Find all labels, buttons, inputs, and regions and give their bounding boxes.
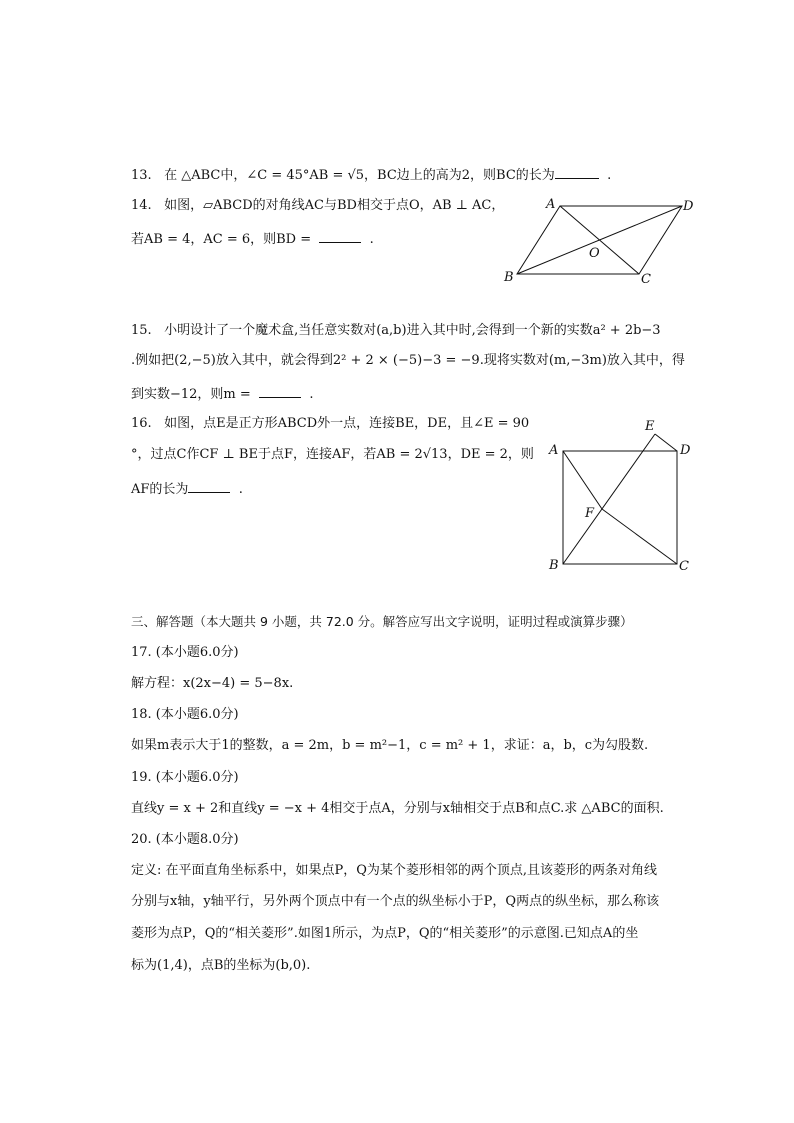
question-end: . xyxy=(238,482,243,497)
question-15-line-3 xyxy=(131,385,313,403)
question-number: 14. xyxy=(131,198,152,213)
question-16-line-3 xyxy=(131,480,243,498)
question-20-header: 20. (本小题8.0分) xyxy=(131,832,239,847)
question-17-header: 17. (本小题6.0分) xyxy=(131,645,239,660)
question-20-line-1: 定义: 在平面直角坐标系中，如果点P，Q为某个菱形相邻的两个顶点,且该菱形的两条对角线 xyxy=(131,863,658,878)
diagonal-bd xyxy=(517,206,682,274)
question-14-line-2 xyxy=(131,230,374,248)
square-abcd xyxy=(563,451,677,564)
question-15-line-2 xyxy=(131,353,685,369)
question-20-line-3: 菱形为点P，Q的“相关菱形”.如图1所示，为点P，Q的“相关菱形”的示意图.已知点A的坐 xyxy=(131,926,639,941)
label-o: O xyxy=(589,246,600,261)
label-e: E xyxy=(645,419,655,434)
segment-af xyxy=(563,451,602,509)
question-text: 到实数−12，则m = xyxy=(131,387,251,402)
question-17-body: 解方程：x(2x−4) = 5−8x. xyxy=(131,676,294,691)
segment-be xyxy=(563,434,655,564)
question-end: . xyxy=(369,232,374,247)
question-19-header: 19. (本小题6.0分) xyxy=(131,770,239,785)
question-text: 如图，▱ABCD的对角线AC与BD相交于点O，AB ⊥ AC， xyxy=(164,198,505,213)
answer-blank xyxy=(259,385,301,398)
answer-blank xyxy=(188,480,230,493)
question-19-body: 直线y = x + 2和直线y = −x + 4相交于点A，分别与x轴相交于点B和点C.求 △ABC的面积. xyxy=(131,801,664,816)
question-number: 16. xyxy=(131,416,152,431)
question-16-line-2 xyxy=(131,447,534,463)
question-text: 在 △ABC中，∠C = 45°AB = √5，BC边上的高为2，则BC的长为 xyxy=(164,168,555,183)
question-text: AF的长为 xyxy=(131,482,189,497)
question-text: °，过点C作CF ⊥ BE于点F，连接AF，若AB = 2√13，DE = 2，则 xyxy=(131,447,534,462)
question-end: . xyxy=(309,387,314,402)
question-16-line-1 xyxy=(131,416,529,432)
label-a: A xyxy=(549,443,559,458)
square-figure xyxy=(545,416,705,576)
question-text: 小明设计了一个魔术盒,当任意实数对(a,b)进入其中时,会得到一个新的实数a² + 2b−3 xyxy=(164,323,661,338)
question-text: .例如把(2,−5)放入其中，就会得到2² + 2 × (−5)−3 = −9.现将实数对(m,−3m)放入其中，得 xyxy=(131,353,685,368)
label-c: C xyxy=(679,559,689,574)
answer-blank xyxy=(555,166,599,179)
label-b: B xyxy=(504,270,514,285)
label-a: A xyxy=(546,197,556,212)
question-number: 13. xyxy=(131,168,152,183)
segment-de xyxy=(655,434,677,451)
label-f: F xyxy=(585,506,595,521)
question-15-line-1 xyxy=(131,323,661,339)
label-d: D xyxy=(683,199,694,214)
label-d: D xyxy=(680,443,691,458)
answer-blank xyxy=(319,230,361,243)
label-c: C xyxy=(641,272,651,287)
question-18-header: 18. (本小题6.0分) xyxy=(131,707,239,722)
question-number: 15. xyxy=(131,323,152,338)
question-20-line-4: 标为(1,4)，点B的坐标为(b,0). xyxy=(131,958,311,973)
question-14-line-1 xyxy=(131,198,504,214)
question-text: 如图，点E是正方形ABCD外一点，连接BE，DE，且∠E = 90 xyxy=(164,416,530,431)
section-title: 三、解答题（本大题共 9 小题，共 72.0 分。解答应写出文字说明，证明过程或演算步骤） xyxy=(131,614,633,629)
label-b: B xyxy=(549,558,559,573)
question-text: 若AB = 4，AC = 6，则BD = xyxy=(131,232,312,247)
question-end: . xyxy=(607,168,612,183)
question-20-line-2: 分别与x轴，y轴平行，另外两个顶点中有一个点的纵坐标小于P，Q两点的纵坐标，那么称该 xyxy=(131,894,660,909)
question-13 xyxy=(131,166,611,184)
parallelogram-figure xyxy=(500,196,700,288)
question-18-body: 如果m表示大于1的整数，a = 2m，b = m²−1，c = m² + 1，求证：a，b，c为勾股数. xyxy=(131,738,649,753)
segment-cf xyxy=(602,509,677,564)
